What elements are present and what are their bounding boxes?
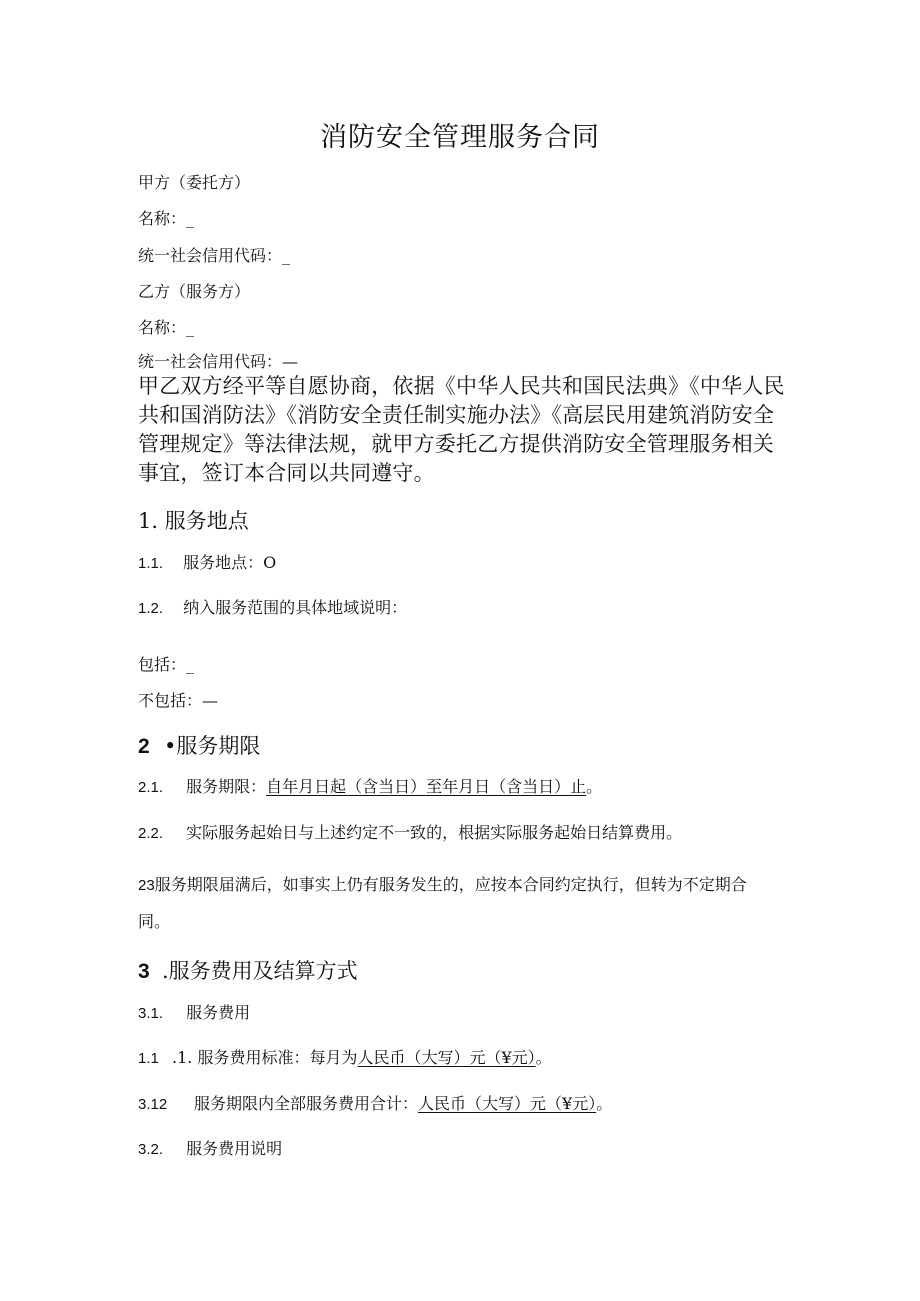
clause-text-prefix: .1. 服务费用标准：每月为 bbox=[172, 1048, 358, 1067]
party-a-credit-code: 统一社会信用代码：_ bbox=[138, 246, 291, 265]
clause-text: 服务地点：O bbox=[183, 553, 277, 572]
clause-2-3 bbox=[138, 867, 778, 940]
monthly-fee-blank: 人民币（大写）元（¥元） bbox=[357, 1048, 536, 1067]
section-title: .服务费用及结算方式 bbox=[162, 959, 358, 983]
clause-3-1-2 bbox=[138, 1091, 612, 1114]
clause-number: 3.1. bbox=[138, 1005, 164, 1022]
clause-number: 1.1. bbox=[138, 555, 164, 572]
party-a-heading: 甲方（委托方） bbox=[138, 173, 251, 192]
preamble-paragraph: 甲乙双方经平等自愿协商，依据《中华人民共和国民法典》《中华人民共和国消防法》《消防安全责任制实施办法》《高层民用建筑消防安全管理规定》等法律法规，就甲方委托乙方提供消防安全管理服务相关事宜，签订本合同以共同遵守。 bbox=[138, 374, 785, 485]
total-fee-blank: 人民币（大写）元（¥元） bbox=[418, 1094, 597, 1113]
clause-number: 1.1 bbox=[138, 1050, 159, 1067]
page-title: 消防安全管理服务合同 bbox=[320, 122, 600, 153]
clause-number: 1.2. bbox=[138, 600, 164, 617]
clause-3-1 bbox=[138, 1000, 250, 1023]
clause-text-suffix: 。 bbox=[586, 777, 603, 796]
clause-text-prefix: 服务期限： bbox=[186, 777, 267, 796]
party-a-name: 名称：_ bbox=[138, 209, 195, 228]
clause-text-suffix: 。 bbox=[535, 1048, 552, 1067]
party-b-name: 名称：_ bbox=[138, 318, 195, 337]
section-1-heading: 1. 服务地点 bbox=[138, 509, 249, 533]
section-3-heading bbox=[138, 955, 358, 985]
clause-number: 23 bbox=[138, 877, 155, 894]
section-number: 3 bbox=[138, 960, 150, 983]
clause-number: 3.12 bbox=[138, 1096, 168, 1113]
section-2-heading bbox=[138, 730, 260, 760]
clause-text-prefix: 服务期限内全部服务费用合计： bbox=[194, 1094, 419, 1113]
clause-text: 服务费用 bbox=[186, 1003, 251, 1022]
clause-3-2 bbox=[138, 1136, 282, 1159]
clause-text: 实际服务起始日与上述约定不一致的，根据实际服务起始日结算费用。 bbox=[186, 823, 683, 842]
party-b-credit-code: 统一社会信用代码：— bbox=[138, 352, 299, 371]
clause-number: 2.1. bbox=[138, 779, 164, 796]
clause-text: 服务期限届满后，如事实上仍有服务发生的，应按本合同约定执行，但转为不定期合同。 bbox=[138, 875, 747, 931]
clause-2-1 bbox=[138, 774, 602, 797]
service-period-blank: 自年月日起（含当日）至年月日（含当日）止 bbox=[266, 777, 587, 796]
scope-include: 包括：_ bbox=[138, 655, 195, 674]
clause-1-1 bbox=[138, 550, 276, 573]
section-number: 2 bbox=[138, 735, 150, 758]
section-title: •服务期限 bbox=[164, 734, 261, 758]
party-b-heading: 乙方（服务方） bbox=[138, 282, 251, 301]
clause-text: 纳入服务范围的具体地域说明： bbox=[183, 598, 408, 617]
scope-exclude: 不包括：— bbox=[138, 691, 219, 710]
clause-text-suffix: 。 bbox=[596, 1094, 613, 1113]
clause-text: 服务费用说明 bbox=[186, 1139, 283, 1158]
clause-1-2 bbox=[138, 595, 407, 618]
clause-number: 3.2. bbox=[138, 1141, 164, 1158]
clause-number: 2.2. bbox=[138, 825, 164, 842]
clause-3-1-1 bbox=[138, 1045, 552, 1068]
clause-2-2 bbox=[138, 820, 682, 843]
